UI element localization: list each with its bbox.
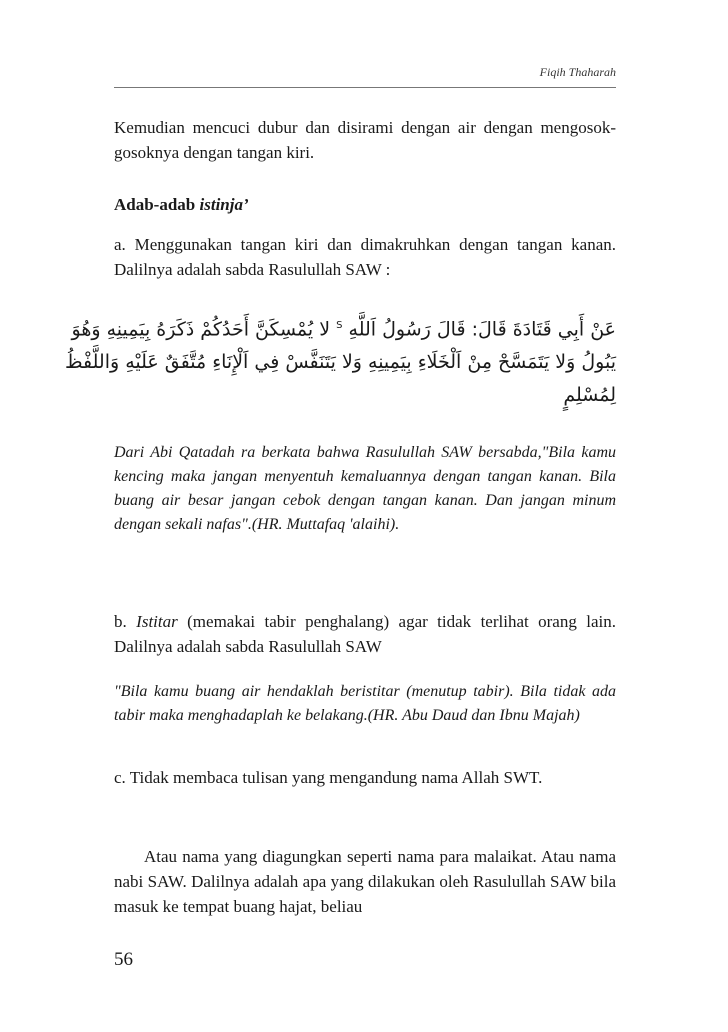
heading-prefix: Adab-adab — [114, 195, 200, 214]
point-b-rest: (memakai tabir penghalang) agar tidak terlihat orang lain. Dalilnya adalah sabda Rasulullah SAW — [114, 612, 617, 656]
point-b-paragraph — [114, 609, 616, 659]
arabic-line-1 — [71, 309, 616, 346]
book-page — [65, 0, 617, 1032]
translation-b: "Bila kamu buang air hendaklah beristitar (menutup tabir). Bila tidak ada tabir maka menghadaplah ke belakang.(HR. Abu Daud dan Ibnu Majah) — [114, 683, 616, 724]
point-a-paragraph: a. Menggunakan tangan kiri dan dimakruhkan dengan tangan kanan. Dalilnya adalah sabda Rasulullah SAW : — [114, 235, 616, 279]
arabic-line-1-part-2: لا يُمْسِكَنَّ أَحَدُكُمْ ذَكَرَهُ بِيَمِينِهِ وَهُوَ — [71, 318, 331, 341]
header-rule — [114, 87, 616, 88]
arabic-line-2: يَبُولُ وَلا يَتَمَسَّحْ مِنْ اَلْخَلَاءِ بِيَمِينِهِ وَلا يَتَنَفَّسْ فِي اَلْإِنَاءِ مُتَّفَقٌ عَلَيْهِ وَاللَّفْظُ — [65, 351, 616, 374]
salawat-mark: S — [336, 320, 343, 331]
point-b-term: Istitar — [136, 612, 178, 631]
heading-term: istinja’ — [199, 195, 249, 214]
arabic-line-1-part-1: عَنْ أَبِي قَتَادَةَ قَالَ: قَالَ رَسُولُ اَللَّهِ — [348, 318, 616, 341]
arabic-line-3: لِمُسْلِمٍ — [563, 384, 616, 407]
page-number: 56 — [114, 949, 133, 970]
point-b-prefix: b. — [114, 612, 137, 631]
hadith-arabic-text — [65, 309, 616, 412]
point-c-paragraph: c. Tidak membaca tulisan yang mengandung nama Allah SWT. — [114, 768, 543, 787]
section-heading — [114, 192, 249, 217]
intro-paragraph: Kemudian mencuci dubur dan disirami dengan air dengan mengosok-gosoknya dengan tangan kiri. — [114, 118, 616, 162]
running-head: Fiqih Thaharah — [539, 65, 616, 79]
translation-a: Dari Abi Qatadah ra berkata bahwa Rasulullah SAW bersabda,"Bila kamu kencing maka jangan menyentuh kemaluannya dengan tangan kanan. Bila buang air besar jangan cebok dengan tangan kanan. Dan jangan minum dengan sekali nafas".(HR. Muttafaq 'alaihi). — [114, 444, 616, 533]
closing-paragraph: Atau nama yang diagungkan seperti nama para malaikat. Atau nama nabi SAW. Dalilnya adalah apa yang dilakukan oleh Rasulullah SAW bila masuk ke tempat buang hajat, beliau — [114, 847, 616, 916]
